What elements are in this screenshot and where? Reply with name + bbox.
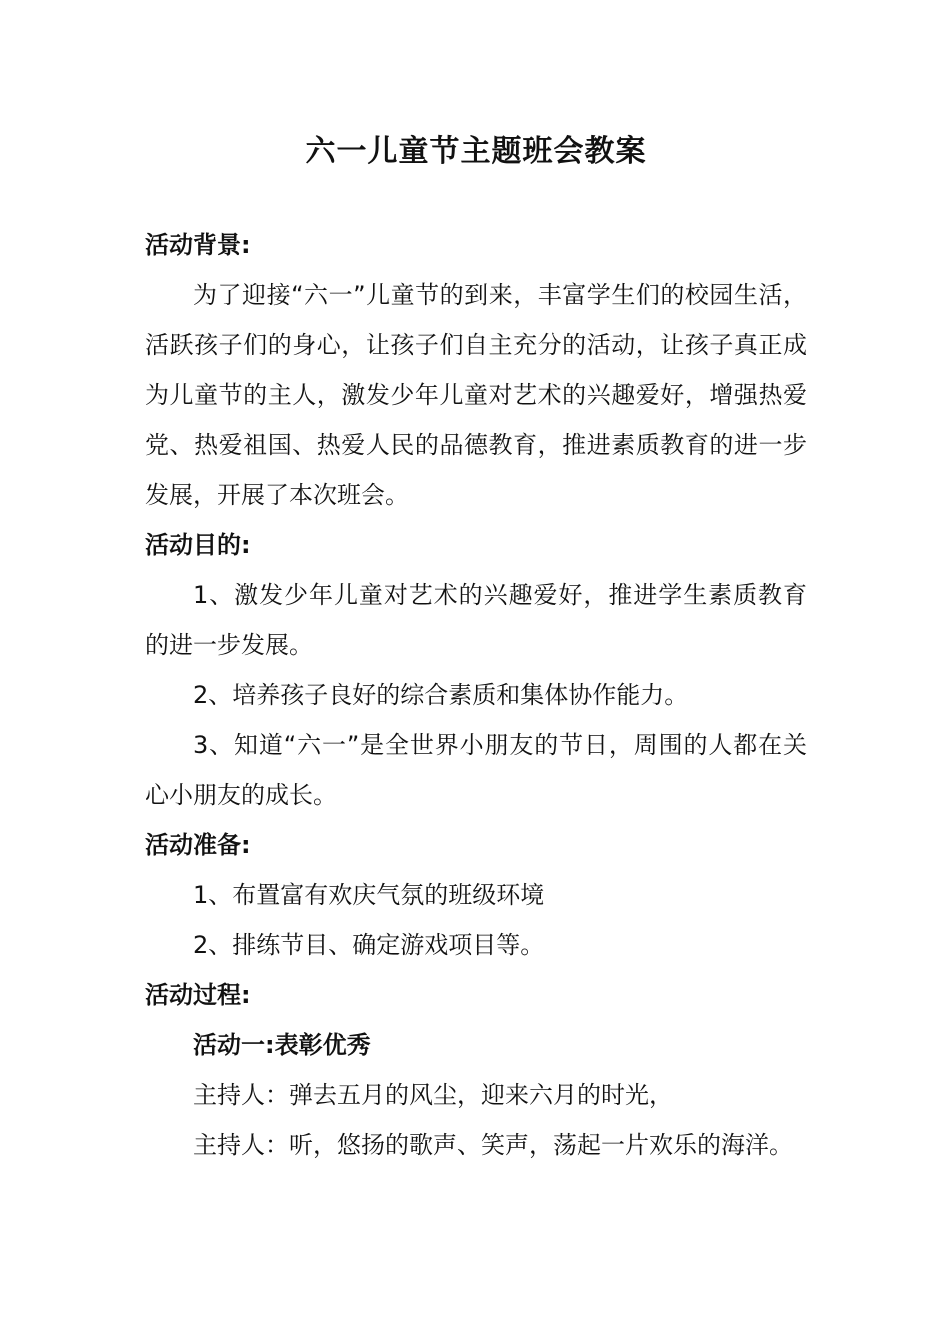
preparation-item-1: 1、布置富有欢庆气氛的班级环境 bbox=[193, 881, 545, 909]
goal-item-3: 3、知道“六一”是全世界小朋友的节日，周围的人都在关心小朋友的成长。 bbox=[145, 731, 807, 809]
preparation-item-2: 2、排练节目、确定游戏项目等。 bbox=[193, 931, 545, 959]
section-heading-background: 活动背景: bbox=[145, 231, 251, 259]
section-heading-process: 活动过程: bbox=[145, 981, 251, 1009]
activity-one-heading: 活动一:表彰优秀 bbox=[193, 1031, 371, 1059]
section-background bbox=[145, 220, 807, 520]
background-paragraph: 为了迎接“六一”儿童节的到来，丰富学生们的校园生活，活跃孩子们的身心，让孩子们自主充分的活动，让孩子真正成为儿童节的主人，激发少年儿童对艺术的兴趣爱好，增强热爱党、热爱祖国、热爱人民的品德教育，推进素质教育的进一步发展，开展了本次班会。 bbox=[145, 281, 807, 509]
goal-item-1: 1、激发少年儿童对艺术的兴趣爱好，推进学生素质教育的进一步发展。 bbox=[145, 581, 807, 659]
goal-item-2: 2、培养孩子良好的综合素质和集体协作能力。 bbox=[193, 681, 689, 709]
section-goals bbox=[145, 520, 807, 820]
section-process bbox=[145, 970, 807, 1170]
section-heading-goals: 活动目的: bbox=[145, 531, 251, 559]
section-heading-preparation: 活动准备: bbox=[145, 831, 251, 859]
document-title: 六一儿童节主题班会教案 bbox=[305, 134, 647, 169]
section-preparation bbox=[145, 820, 807, 970]
host-line-1: 主持人：弹去五月的风尘，迎来六月的时光， bbox=[193, 1081, 673, 1109]
title-spacer bbox=[145, 182, 807, 220]
host-line-2: 主持人：听，悠扬的歌声、笑声，荡起一片欢乐的海洋。 bbox=[193, 1131, 793, 1159]
